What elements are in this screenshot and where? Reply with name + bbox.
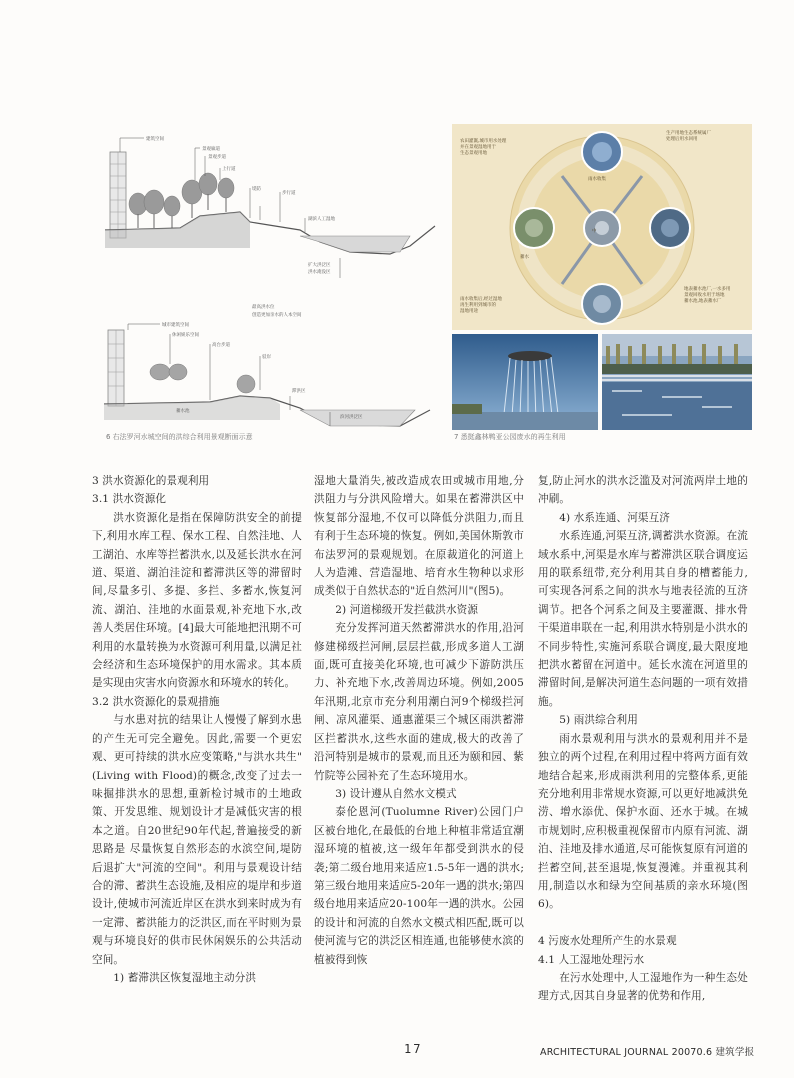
svg-text:蓄水: 蓄水 — [520, 255, 529, 260]
item-heading: 3) 设计遵从自然水文模式 — [335, 787, 457, 800]
svg-text:洪水淹没区: 洪水淹没区 — [308, 270, 331, 275]
figure-river-section-lower — [100, 300, 440, 440]
svg-text:上行道: 上行道 — [222, 167, 236, 172]
svg-text:最高洪水位: 最高洪水位 — [252, 305, 275, 310]
paragraph: 水系连通,河渠互济,调蓄洪水资源。在流域水系中,河渠是水库与蓄滞洪区联合调度运用的联系纽带,充分利用其自身的槽蓄能力,可实现各河系之间的洪水与地表径流的互济调节。把各个河系之间及主要灌溉、排水骨干渠道串联在一起,利用洪水特别是小洪水的不同步特性,实施河系联合调度,最大限度地把洪水蓄留在河道中。延长水流在河道里的滞留时间,是解决河道生态问题的一项有效措施。 — [538, 530, 748, 708]
svg-text:堤防: 堤防 — [252, 187, 261, 192]
svg-text:滞洪区: 滞洪区 — [292, 389, 306, 394]
svg-text:景观廊道: 景观廊道 — [202, 147, 220, 152]
paragraph: 充分发挥河道天然蓄滞洪水的作用,沿河修建梯级拦河闸,层层拦截,形成多道人工湖面,既可直接美化环境,也可减少下游防洪压力、补充地下水,改善周边环境。例如,2005年汛期,北京市充分利用潮白河9个梯级拦河闸、凉风灌渠、通惠灌渠三个城区雨洪蓄滞区拦蓄洪水,这些水面的建成,极大的改善了沿河特别是城市的景观,而且还为颐和园、紫竹院等公园补充了生态环境用水。 — [314, 622, 524, 782]
item-heading: 2) 河道梯级开发拦截洪水资源 — [335, 603, 479, 616]
svg-text:景观回收水用于场地: 景观回收水用于场地 — [684, 293, 725, 298]
svg-text:雨水收集: 雨水收集 — [588, 177, 606, 182]
journal-footer: ARCHITECTURAL JOURNAL 20070.6 建筑学报 — [540, 1047, 755, 1058]
figure-water-cycle-diagram — [452, 124, 752, 330]
figure-river-section-upper — [100, 118, 440, 300]
svg-text:处理后用水回用: 处理后用水回用 — [666, 137, 698, 142]
page-number: 17 — [404, 1042, 423, 1056]
subsection-heading: 4.1 人工湿地处理污水 — [538, 953, 645, 966]
subsection-heading: 3.1 洪水资源化 — [92, 493, 167, 506]
svg-text:再生利用到城市的: 再生利用到城市的 — [460, 303, 496, 308]
svg-text:蓄水池,地表蓄水厂: 蓄水池,地表蓄水厂 — [684, 299, 722, 304]
section-heading: 3 洪水资源化的景观利用 — [92, 475, 210, 487]
svg-text:并在景观湿地用于: 并在景观湿地用于 — [460, 145, 496, 150]
figure-7-caption: 7 悉挺鑫林鸭亚公园废水的再生利用 — [454, 433, 566, 441]
text-column-1 — [92, 472, 302, 987]
svg-text:蓄水池: 蓄水池 — [176, 409, 190, 414]
paragraph: 洪水资源化是指在保障防洪安全的前提下,利用水库工程、保水工程、自然洼地、人工湖泊、水库等拦蓄洪水,以及延长洪水在河道、渠道、湖泊洼淀和蓄滞洪区等的滞留时间,尽量多引、多提、多拦、多蓄水,恢复河流、湖泊、洼地的水面景观,补充地下水,改善人类居住环境。[4]最大可能地把汛期不可利用的水量转换为水资源可利用量,以满足社会经济和生态环境保护的用水需求。其本质是实现由灾害水向资源水和环境水的转化。 — [92, 511, 302, 690]
paragraph: 雨水景观利用与洪水的景观利用并不是独立的两个过程,在利用过程中将两方面有效地结合起来,形成雨洪利用的完整体系,更能充分地利用非常规水资源,可以更好地减洪免涝、增水添优、保护水面、还水于城。在城市规划时,应积极重视保留市内原有河流、湖泊、洼地及排水通道,尽可能恢复原有河道的拦蓄空间,甚至退堤,恢复漫滩。并重视其利用,制造以水和绿为空间基质的亲水环境(图6)。 — [538, 732, 748, 911]
item-heading: 1) 蓄滞洪区恢复湿地主动分洪 — [113, 971, 257, 984]
svg-text:创造更加亲水的人本空间: 创造更加亲水的人本空间 — [252, 313, 302, 318]
svg-text:休闲娱乐空间: 休闲娱乐空间 — [172, 333, 199, 338]
item-heading: 5) 雨洪综合利用 — [559, 714, 638, 727]
svg-text:雨水收集后,经过湿地: 雨水收集后,经过湿地 — [460, 297, 502, 302]
svg-text:生态景观用地: 生态景观用地 — [460, 151, 487, 156]
svg-text:建筑空间: 建筑空间 — [146, 137, 164, 142]
svg-text:地表蓄水池厂,一水多用: 地表蓄水池厂,一水多用 — [684, 287, 731, 292]
paragraph: 泰伦恩河(Tuolumne River)公园门户区被台地化,在最低的台地上种植非常适宜潮湿环境的植被,这一级年年都受到洪水的侵袭;第二级台地用来适应1.5-5年一遇的洪水;第三级台地用来适应5-20年一遇的洪水;第四级台地用来适应20-100年一遇的洪水。公园的设计和河流的自然水文模式相匹配,既可以使河流与它的洪泛区相连通,也能够使水滨的植被得到恢 — [314, 806, 524, 966]
text-column-3 — [538, 472, 748, 1006]
svg-text:驳岸: 驳岸 — [262, 355, 271, 360]
svg-text:生产用地生态系统属厂: 生产用地生态系统属厂 — [666, 131, 711, 136]
subsection-heading: 3.2 洪水资源化的景观措施 — [92, 695, 220, 708]
paragraph: 在污水处理中,人工湿地作为一种生态处理方式,因其自身显著的优势和作用, — [538, 971, 748, 1003]
text-column-2 — [314, 472, 524, 969]
svg-text:城市建筑空间: 城市建筑空间 — [162, 323, 189, 328]
photo-riverside — [602, 334, 752, 430]
paragraph: 与水患对抗的结果让人慢慢了解到水患的产生无可完全避免。因此,需要一个更宏观、更可持续的洪水应变策略,"与洪水共生"(Living with Flood)的概念,改变了过去一味掘排洪水的思想,重新检讨城市的土地政策、开发思维、规划设计才是减低灾害的根本之道。自20世纪90年代起,普遍接受的新思路是 尽量恢复自然形态的水滨空间,堤防后退扩大"河流的空间"。利用与景观设计结合的滞、蓄洪生态设施,及相应的堤岸和步道设计,使城市河流近岸区在洪水到来时成为有一定滞、蓄洪能力的泛洪区,而在平时则为景观与环境良好的供市民休闲娱乐的公共活动空间。 — [92, 714, 302, 966]
svg-text:湿地用途: 湿地用途 — [460, 309, 478, 314]
photo-fountain — [452, 334, 598, 430]
svg-text:滨河洪泛区: 滨河洪泛区 — [340, 415, 363, 420]
svg-text:高台步道: 高台步道 — [212, 343, 230, 348]
svg-text:景观步道: 景观步道 — [208, 155, 226, 160]
item-heading: 4) 水系连通、河渠互济 — [559, 511, 670, 524]
figure-6-caption: 6 右法罗河水城空间的洪综合利用景观断面示意 — [106, 433, 253, 441]
svg-text:步行道: 步行道 — [282, 191, 296, 196]
svg-text:农田灌溉,城市用水处理: 农田灌溉,城市用水处理 — [460, 139, 507, 144]
svg-text:扩大洪泛区: 扩大洪泛区 — [308, 263, 331, 268]
section-heading: 4 污废水处理所产生的水景观 — [538, 935, 677, 948]
svg-text:湖滨人工湿地: 湖滨人工湿地 — [308, 217, 335, 222]
paragraph: 湿地大量消失,被改造成农田或城市用地,分洪阻力与分洪风险增大。如果在蓄滞洪区中恢复部分湿地,不仅可以降低分洪阻力,而且有利于生态环境的恢复。例如,美国休斯敦市布法罗河的景观规划。在原裁道化的河道上人为造滩、营造湿地、培育水生物种以求形成类似于自然状态的"近自然河川"(图5)。 — [314, 475, 524, 598]
paragraph: 复,防止河水的洪水泛滥及对河流两岸土地的冲刷。 — [538, 475, 748, 506]
svg-text:中: 中 — [592, 229, 597, 234]
